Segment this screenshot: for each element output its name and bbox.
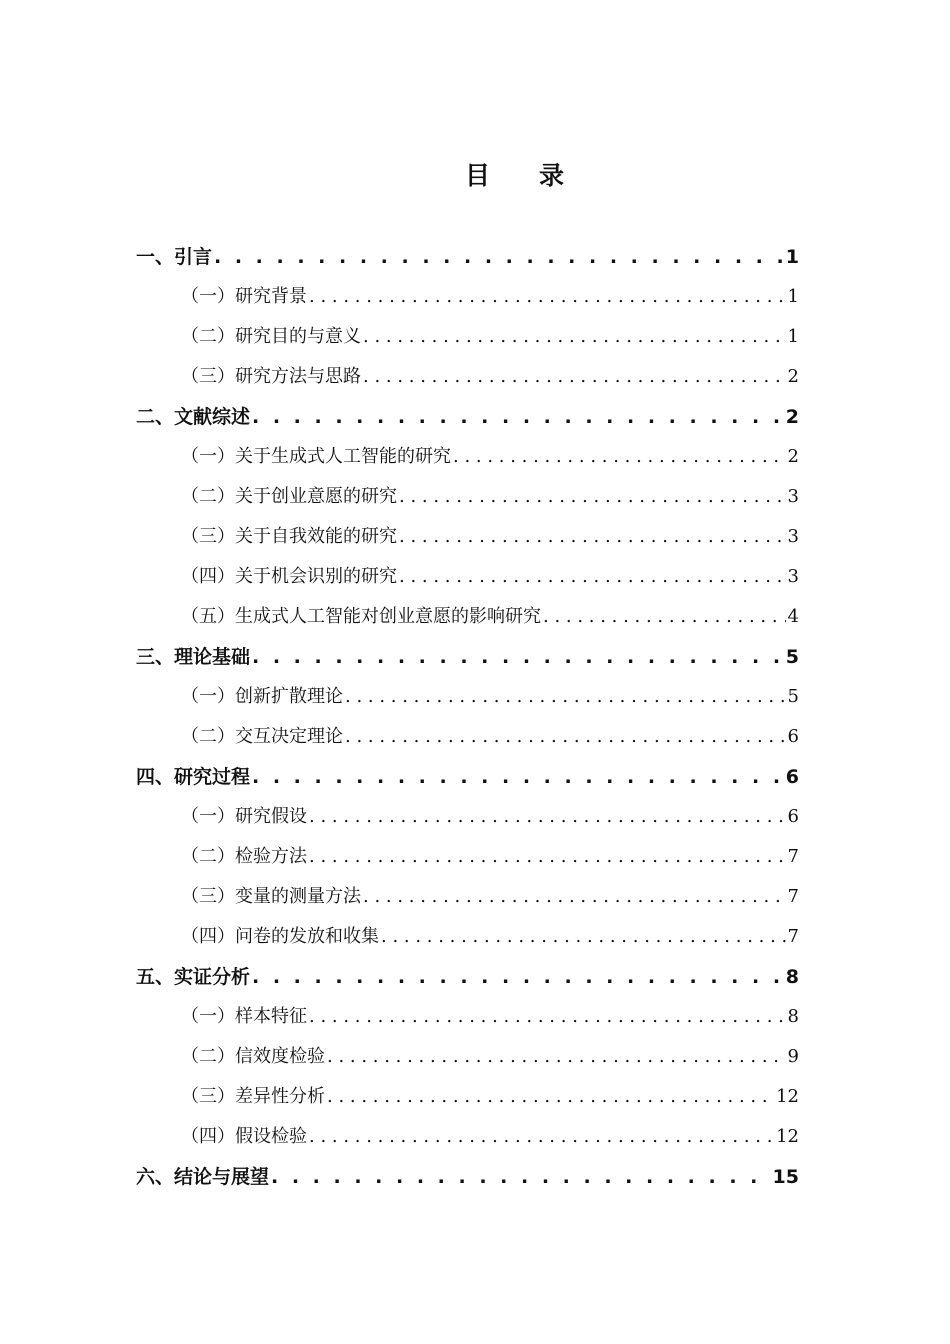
toc-entry-page-number: 2 <box>785 406 799 428</box>
toc-entry-label: 三、理论基础 <box>136 646 251 668</box>
toc-entry-chapter[interactable] <box>136 397 799 437</box>
toc-dot-leader <box>399 477 786 517</box>
toc-entry-chapter[interactable] <box>136 957 799 997</box>
toc-entry-label: 一、引言 <box>136 246 213 268</box>
toc-entry-page-number: 7 <box>787 886 799 907</box>
toc-entry-page-number: 3 <box>787 566 799 587</box>
toc-entry-label: （三）研究方法与思路 <box>181 366 361 387</box>
toc-entry-label: （一）研究背景 <box>181 286 307 307</box>
toc-entry-page-number: 3 <box>787 526 799 547</box>
toc-entry-page-number: 4 <box>787 606 799 627</box>
toc-dot-leader <box>309 837 786 877</box>
toc-dot-leader <box>252 637 784 677</box>
toc-entry-label: （一）创新扩散理论 <box>181 686 343 707</box>
toc-entry-page-number: 9 <box>787 1046 799 1067</box>
toc-dot-leader <box>327 1077 774 1117</box>
toc-dot-leader <box>252 397 784 437</box>
toc-entry-label: 五、实证分析 <box>136 966 251 988</box>
toc-entry-label: （四）关于机会识别的研究 <box>181 566 397 587</box>
toc-entry-page-number: 1 <box>787 326 799 347</box>
toc-entry-label: （二）交互决定理论 <box>181 726 343 747</box>
toc-entry-section[interactable] <box>136 837 799 877</box>
toc-entry-section[interactable] <box>136 677 799 717</box>
toc-entry-page-number: 1 <box>785 246 799 268</box>
toc-entry-page-number: 15 <box>772 1166 799 1188</box>
toc-entry-label: 六、结论与展望 <box>136 1166 270 1188</box>
toc-entry-page-number: 6 <box>787 726 799 747</box>
toc-dot-leader <box>252 957 784 997</box>
toc-entry-section[interactable] <box>136 1037 799 1077</box>
toc-entry-section[interactable] <box>136 477 799 517</box>
toc-dot-leader <box>345 677 786 717</box>
toc-dot-leader <box>309 277 786 317</box>
toc-dot-leader <box>214 237 784 277</box>
toc-entry-section[interactable] <box>136 317 799 357</box>
toc-entry-label: 四、研究过程 <box>136 766 251 788</box>
toc-entry-label: （一）样本特征 <box>181 1006 307 1027</box>
toc-dot-leader <box>327 1037 786 1077</box>
toc-dot-leader <box>309 1117 774 1157</box>
toc-entry-label: （三）差异性分析 <box>181 1086 325 1107</box>
toc-entry-page-number: 8 <box>785 966 799 988</box>
toc-dot-leader <box>363 317 786 357</box>
toc-entry-page-number: 5 <box>785 646 799 668</box>
toc-entry-label: （五）生成式人工智能对创业意愿的影响研究 <box>181 606 541 627</box>
toc-entry-page-number: 6 <box>785 766 799 788</box>
toc-dot-leader <box>309 797 786 837</box>
toc-entry-section[interactable] <box>136 277 799 317</box>
toc-entry-label: （四）假设检验 <box>181 1126 307 1147</box>
toc-entry-section[interactable] <box>136 517 799 557</box>
toc-entry-section[interactable] <box>136 1077 799 1117</box>
toc-entry-section[interactable] <box>136 597 799 637</box>
toc-entry-label: （四）问卷的发放和收集 <box>181 926 379 947</box>
toc-entry-section[interactable] <box>136 357 799 397</box>
toc-dot-leader <box>399 557 786 597</box>
toc-entry-chapter[interactable] <box>136 637 799 677</box>
toc-entry-section[interactable] <box>136 797 799 837</box>
toc-entry-page-number: 2 <box>787 366 799 387</box>
toc-dot-leader <box>309 997 786 1037</box>
toc-entry-label: （三）关于自我效能的研究 <box>181 526 397 547</box>
toc-entry-chapter[interactable] <box>136 237 799 277</box>
toc-entry-label: （一）研究假设 <box>181 806 307 827</box>
toc-entry-page-number: 12 <box>776 1126 799 1147</box>
toc-entry-section[interactable] <box>136 717 799 757</box>
toc-entry-section[interactable] <box>136 1117 799 1157</box>
toc-dot-leader <box>252 757 784 797</box>
toc-entry-page-number: 7 <box>787 926 799 947</box>
toc-entry-label: （二）信效度检验 <box>181 1046 325 1067</box>
toc-entry-label: （二）研究目的与意义 <box>181 326 361 347</box>
toc-entry-page-number: 8 <box>787 1006 799 1027</box>
toc-entry-section[interactable] <box>136 437 799 477</box>
toc-dot-leader <box>363 877 786 917</box>
toc-entry-label: （二）检验方法 <box>181 846 307 867</box>
toc-list <box>136 237 799 1197</box>
toc-entry-page-number: 12 <box>776 1086 799 1107</box>
toc-entry-section[interactable] <box>136 877 799 917</box>
toc-entry-page-number: 1 <box>787 286 799 307</box>
toc-dot-leader <box>399 517 786 557</box>
toc-dot-leader <box>453 437 786 477</box>
toc-entry-label: （二）关于创业意愿的研究 <box>181 486 397 507</box>
toc-entry-page-number: 7 <box>787 846 799 867</box>
toc-dot-leader <box>363 357 786 397</box>
toc-title <box>0 156 950 192</box>
toc-title-left: 目 <box>464 161 491 190</box>
toc-entry-chapter[interactable] <box>136 1157 799 1197</box>
toc-entry-label: （三）变量的测量方法 <box>181 886 361 907</box>
toc-entry-page-number: 6 <box>787 806 799 827</box>
toc-entry-chapter[interactable] <box>136 757 799 797</box>
toc-title-right: 录 <box>539 161 566 190</box>
toc-dot-leader <box>543 597 786 637</box>
toc-entry-label: 二、文献综述 <box>136 406 251 428</box>
toc-entry-label: （一）关于生成式人工智能的研究 <box>181 446 451 467</box>
toc-entry-page-number: 3 <box>787 486 799 507</box>
toc-entry-section[interactable] <box>136 917 799 957</box>
toc-entry-section[interactable] <box>136 557 799 597</box>
toc-entry-section[interactable] <box>136 997 799 1037</box>
toc-entry-page-number: 5 <box>787 686 799 707</box>
toc-dot-leader <box>381 917 786 957</box>
toc-entry-page-number: 2 <box>787 446 799 467</box>
toc-dot-leader <box>271 1157 771 1197</box>
toc-dot-leader <box>345 717 786 757</box>
